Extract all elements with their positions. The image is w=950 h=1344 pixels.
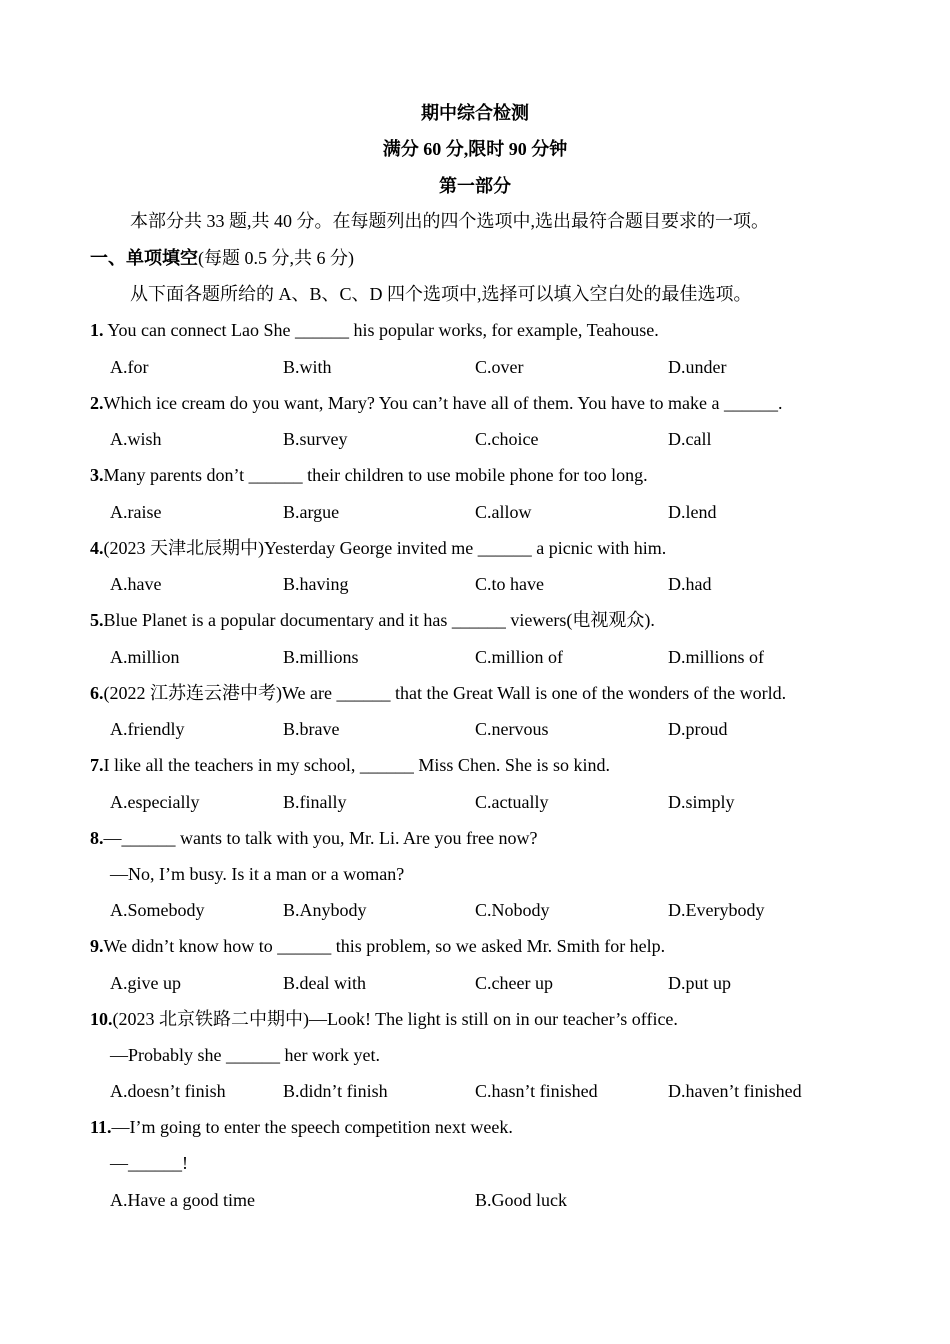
part-heading: 第一部分	[439, 176, 511, 196]
option-b[interactable]: B.with	[283, 357, 332, 377]
question-number: 5.	[90, 610, 104, 630]
option-c[interactable]: C.over	[475, 357, 524, 377]
option-c[interactable]: C.hasn’t finished	[475, 1081, 598, 1101]
option-d[interactable]: D.millions of	[668, 647, 765, 667]
option-d[interactable]: D.put up	[668, 973, 731, 993]
question-number: 4.	[90, 538, 104, 558]
option-c[interactable]: C.million of	[475, 647, 564, 667]
option-c[interactable]: C.Nobody	[475, 900, 550, 920]
question-number: 1.	[90, 320, 104, 340]
question-stem	[90, 318, 659, 342]
section-instruction: 从下面各题所给的 A、B、C、D 四个选项中,选择可以填入空白处的最佳选项。	[130, 284, 752, 304]
option-b[interactable]: B.having	[283, 574, 349, 594]
question-dialogue-line: —No, I’m busy. Is it a man or a woman?	[110, 864, 405, 884]
question-number: 9.	[90, 936, 104, 956]
option-d[interactable]: D.call	[668, 429, 712, 449]
question-text: —I’m going to enter the speech competition next week.	[111, 1117, 513, 1137]
option-a[interactable]: A.friendly	[110, 719, 185, 739]
question-stem	[90, 934, 665, 958]
question-stem	[90, 391, 783, 415]
question-number: 8.	[90, 828, 104, 848]
option-c[interactable]: C.nervous	[475, 719, 549, 739]
option-b[interactable]: B.brave	[283, 719, 340, 739]
option-a[interactable]: A.doesn’t finish	[110, 1081, 226, 1101]
option-b[interactable]: B.Good luck	[475, 1190, 567, 1210]
question-dialogue-line: —______!	[110, 1153, 188, 1173]
part-intro: 本部分共 33 题,共 40 分。在每题列出的四个选项中,选出最符合题目要求的一项。	[130, 211, 769, 231]
question-text: Blue Planet is a popular documentary and it has ______ viewers(电视观众).	[103, 610, 655, 630]
question-stem	[90, 1115, 513, 1139]
question-text: (2023 天津北辰期中)Yesterday George invited me ______ a picnic with him.	[103, 538, 667, 558]
question-stem	[90, 608, 655, 632]
option-a[interactable]: A.Somebody	[110, 900, 205, 920]
question-number: 11.	[90, 1117, 112, 1137]
option-b[interactable]: B.finally	[283, 792, 347, 812]
question-text: We didn’t know how to ______ this problem, so we asked Mr. Smith for help.	[103, 936, 666, 956]
section-heading	[90, 246, 354, 270]
page-subtitle: 满分 60 分,限时 90 分钟	[382, 139, 568, 159]
option-c[interactable]: C.to have	[475, 574, 544, 594]
option-d[interactable]: D.haven’t finished	[668, 1081, 802, 1101]
option-d[interactable]: D.proud	[668, 719, 728, 739]
question-stem	[90, 536, 666, 560]
question-stem	[90, 1007, 678, 1031]
option-b[interactable]: B.survey	[283, 429, 348, 449]
option-d[interactable]: D.under	[668, 357, 727, 377]
option-c[interactable]: C.choice	[475, 429, 539, 449]
question-text: (2023 北京铁路二中期中)—Look! The light is still on in our teacher’s office.	[112, 1009, 678, 1029]
option-a[interactable]: A.million	[110, 647, 180, 667]
page-title: 期中综合检测	[421, 103, 529, 123]
option-a[interactable]: A.especially	[110, 792, 200, 812]
option-d[interactable]: D.simply	[668, 792, 735, 812]
question-number: 3.	[90, 465, 104, 485]
option-a[interactable]: A.Have a good time	[110, 1190, 255, 1210]
question-stem	[90, 753, 610, 777]
question-text: You can connect Lao She ______ his popular works, for example, Teahouse.	[103, 320, 659, 340]
option-d[interactable]: D.Everybody	[668, 900, 765, 920]
question-text: Which ice cream do you want, Mary? You can’t have all of them. You have to make a ______.	[103, 393, 783, 413]
option-c[interactable]: C.actually	[475, 792, 549, 812]
question-stem	[90, 681, 786, 705]
section-note: (每题 0.5 分,共 6 分)	[198, 248, 354, 268]
question-text: (2022 江苏连云港中考)We are ______ that the Great Wall is one of the wonders of the world.	[103, 683, 787, 703]
question-number: 6.	[90, 683, 104, 703]
option-a[interactable]: A.have	[110, 574, 162, 594]
question-stem	[90, 463, 648, 487]
option-c[interactable]: C.cheer up	[475, 973, 553, 993]
option-b[interactable]: B.argue	[283, 502, 340, 522]
option-a[interactable]: A.wish	[110, 429, 162, 449]
option-a[interactable]: A.for	[110, 357, 149, 377]
option-c[interactable]: C.allow	[475, 502, 532, 522]
option-b[interactable]: B.deal with	[283, 973, 366, 993]
question-dialogue-line: —Probably she ______ her work yet.	[110, 1045, 380, 1065]
question-number: 7.	[90, 755, 104, 775]
question-text: I like all the teachers in my school, ______ Miss Chen. She is so kind.	[103, 755, 610, 775]
option-b[interactable]: B.Anybody	[283, 900, 367, 920]
section-title: 一、单项填空	[90, 248, 198, 268]
option-b[interactable]: B.millions	[283, 647, 359, 667]
option-d[interactable]: D.lend	[668, 502, 717, 522]
question-stem	[90, 826, 537, 850]
option-d[interactable]: D.had	[668, 574, 712, 594]
option-a[interactable]: A.give up	[110, 973, 181, 993]
option-b[interactable]: B.didn’t finish	[283, 1081, 388, 1101]
question-number: 10.	[90, 1009, 113, 1029]
option-a[interactable]: A.raise	[110, 502, 162, 522]
question-text: —______ wants to talk with you, Mr. Li. Are you free now?	[103, 828, 538, 848]
question-number: 2.	[90, 393, 104, 413]
question-text: Many parents don’t ______ their children to use mobile phone for too long.	[103, 465, 648, 485]
